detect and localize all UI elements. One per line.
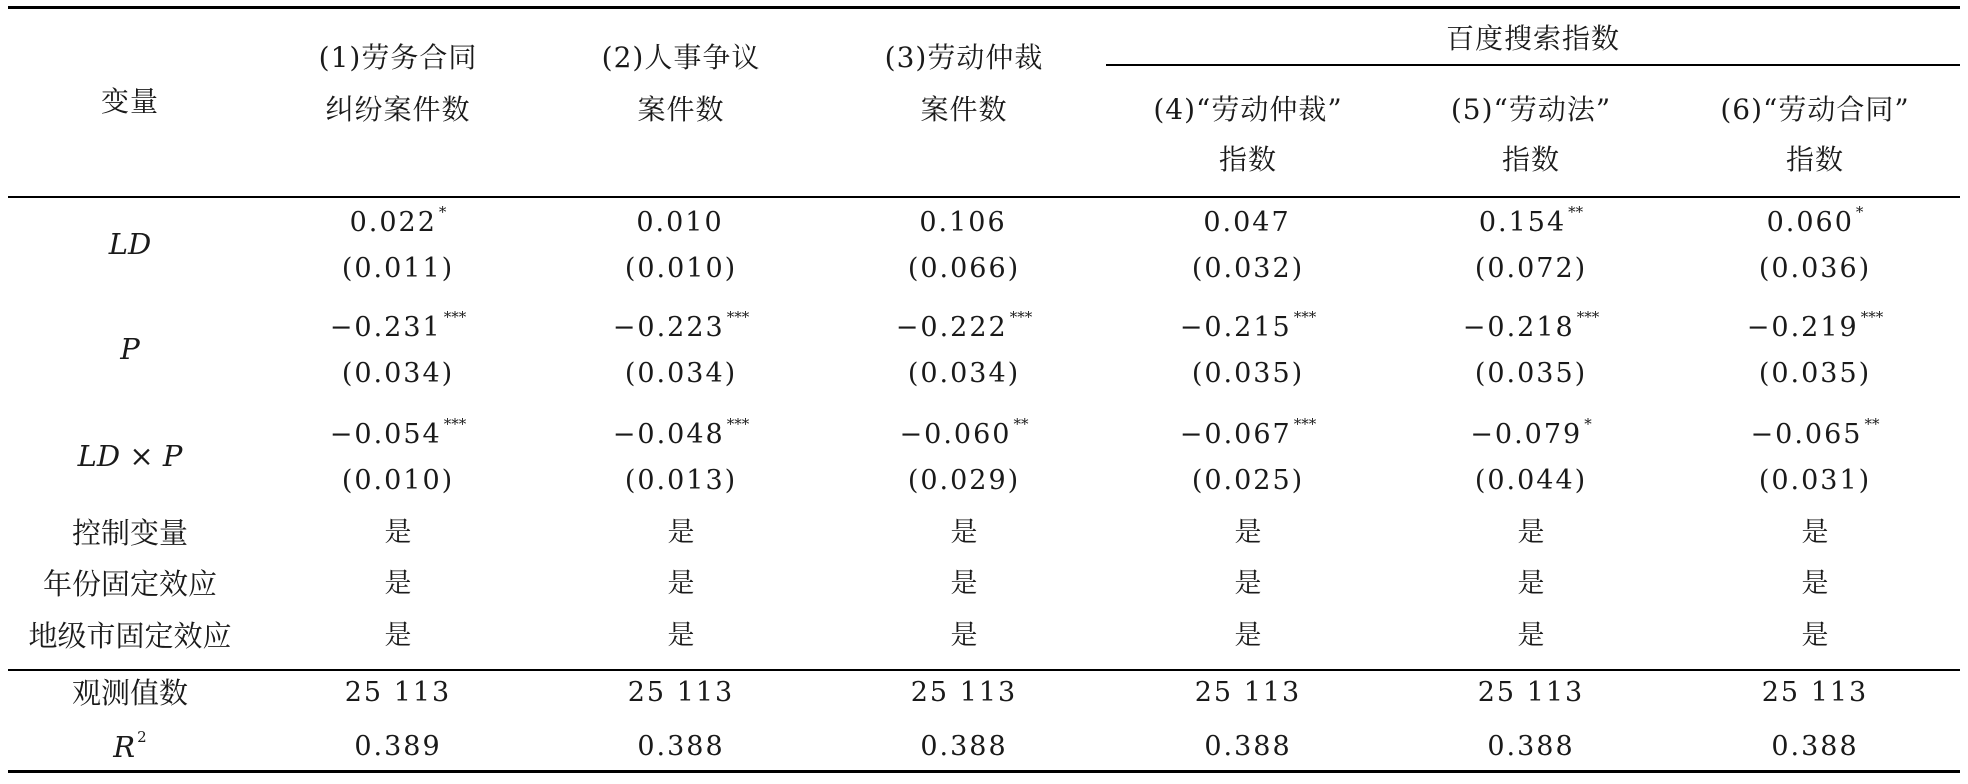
control-cell: 是: [950, 568, 978, 599]
std-error-cell: (0.034): [907, 358, 1021, 389]
coef-value: −0.222: [895, 312, 1008, 343]
significance-stars: *: [1584, 415, 1592, 433]
coef-value: −0.060: [899, 419, 1012, 450]
coef-cell: [1108, 308, 1388, 345]
col-header-5-line-2: (5)“劳动法”: [1450, 93, 1612, 126]
significance-stars: **: [1568, 203, 1584, 221]
stat-cell: 25 113: [627, 677, 735, 708]
coef-value: −0.231: [329, 312, 442, 343]
coef-value: 0.154: [1478, 207, 1567, 238]
stat-cell: 0.388: [1771, 731, 1859, 762]
coef-value: −0.223: [612, 312, 725, 343]
coef-value: 0.060: [1766, 207, 1854, 238]
col-header-1-line-1: (1)劳务合同: [318, 41, 478, 74]
coef-value: −0.048: [612, 419, 725, 450]
stat-cell: 25 113: [1761, 677, 1869, 708]
row-label-ld-x-p: LD × P: [77, 439, 183, 473]
stat-cell: 0.388: [1204, 731, 1292, 762]
std-error-cell: (0.034): [624, 358, 738, 389]
coef-value: −0.054: [329, 419, 442, 450]
control-cell: 是: [1517, 568, 1545, 599]
control-cell: 是: [1801, 620, 1829, 651]
coef-value: −0.065: [1750, 419, 1863, 450]
significance-stars: **: [1013, 415, 1029, 433]
coef-value: −0.215: [1179, 312, 1292, 343]
top-rule: [8, 6, 1960, 9]
row-label-ld: LD: [108, 227, 152, 261]
coef-cell: [824, 415, 1104, 452]
coef-cell: [1391, 415, 1671, 452]
col-header-2-line-1: (2)人事争议: [601, 41, 761, 74]
std-error-cell: (0.036): [1758, 253, 1872, 284]
coef-cell: [258, 308, 538, 345]
std-error-cell: (0.025): [1191, 465, 1305, 496]
coef-cell: [824, 206, 1104, 240]
control-cell: 是: [1517, 620, 1545, 651]
coef-cell: [1391, 308, 1671, 345]
control-cell: 是: [1801, 517, 1829, 548]
std-error-cell: (0.072): [1474, 253, 1588, 284]
std-error-cell: (0.035): [1758, 358, 1872, 389]
coef-cell: [1675, 415, 1955, 452]
significance-stars: ***: [1293, 308, 1317, 326]
std-error-cell: (0.010): [624, 253, 738, 284]
coef-cell: [541, 206, 821, 240]
col-header-4-line-2: (4)“劳动仲裁”: [1153, 93, 1343, 126]
coef-cell: [1391, 203, 1671, 240]
std-error-cell: (0.035): [1474, 358, 1588, 389]
std-error-cell: (0.035): [1191, 358, 1305, 389]
header-variable: 变量: [100, 85, 159, 118]
significance-stars: ***: [1576, 308, 1600, 326]
stats-rule: [8, 669, 1960, 671]
significance-stars: ***: [726, 415, 750, 433]
row-label-control-3: 地级市固定效应: [28, 619, 232, 653]
coef-value: −0.067: [1179, 419, 1292, 450]
control-cell: 是: [667, 568, 695, 599]
bottom-rule: [8, 770, 1960, 773]
col-header-4-line-3: 指数: [1218, 143, 1277, 176]
header-group-baidu-index: 百度搜索指数: [1445, 22, 1620, 55]
row-label-r-squared: R $^2$: [113, 728, 147, 764]
col-header-1-line-2: 纠纷案件数: [325, 93, 471, 126]
control-cell: 是: [384, 620, 412, 651]
control-cell: 是: [950, 620, 978, 651]
col-header-3-line-1: (3)劳动仲裁: [884, 41, 1044, 74]
control-cell: 是: [1517, 517, 1545, 548]
coef-value: −0.218: [1462, 312, 1575, 343]
col-header-6-line-2: (6)“劳动合同”: [1720, 93, 1910, 126]
std-error-cell: (0.031): [1758, 465, 1872, 496]
stat-cell: 0.389: [354, 731, 442, 762]
col-header-3-line-2: 案件数: [920, 93, 1008, 126]
significance-stars: ***: [1860, 308, 1884, 326]
col-header-2-line-2: 案件数: [637, 93, 725, 126]
control-cell: 是: [1234, 568, 1262, 599]
coef-value: 0.106: [919, 207, 1007, 238]
control-cell: 是: [384, 568, 412, 599]
coef-cell: [258, 203, 538, 240]
group-rule: [1106, 64, 1960, 66]
header-rule: [8, 196, 1960, 198]
std-error-cell: (0.032): [1191, 253, 1305, 284]
stat-cell: 0.388: [1487, 731, 1575, 762]
coef-cell: [1108, 206, 1388, 240]
row-label-p: P: [120, 332, 140, 366]
stat-cell: 25 113: [910, 677, 1018, 708]
col-header-5-line-3: 指数: [1501, 143, 1560, 176]
control-cell: 是: [667, 620, 695, 651]
coef-value: 0.010: [636, 207, 724, 238]
std-error-cell: (0.013): [624, 465, 738, 496]
coef-value: −0.079: [1470, 419, 1583, 450]
coef-cell: [1675, 203, 1955, 240]
coef-cell: [541, 415, 821, 452]
stat-cell: 25 113: [1194, 677, 1302, 708]
significance-stars: ***: [443, 415, 467, 433]
std-error-cell: (0.011): [341, 253, 455, 284]
coef-cell: [1108, 415, 1388, 452]
std-error-cell: (0.044): [1474, 465, 1588, 496]
coef-cell: [824, 308, 1104, 345]
significance-stars: *: [438, 203, 447, 221]
coef-cell: [258, 415, 538, 452]
significance-stars: ***: [726, 308, 750, 326]
control-cell: 是: [1234, 620, 1262, 651]
coef-cell: [1675, 308, 1955, 345]
control-cell: 是: [1801, 568, 1829, 599]
stat-cell: 0.388: [920, 731, 1008, 762]
coef-value: 0.047: [1203, 207, 1291, 238]
significance-stars: *: [1855, 203, 1864, 221]
stat-cell: 0.388: [637, 731, 725, 762]
std-error-cell: (0.034): [341, 358, 455, 389]
significance-stars: ***: [1009, 308, 1033, 326]
std-error-cell: (0.010): [341, 465, 455, 496]
col-header-6-line-3: 指数: [1785, 143, 1844, 176]
significance-stars: ***: [1293, 415, 1317, 433]
stat-cell: 25 113: [1477, 677, 1585, 708]
std-error-cell: (0.066): [907, 253, 1021, 284]
row-label-observations: 观测值数: [71, 676, 188, 710]
significance-stars: ***: [443, 308, 467, 326]
coef-cell: [541, 308, 821, 345]
coef-value: 0.022: [349, 207, 437, 238]
stat-cell: 25 113: [344, 677, 452, 708]
control-cell: 是: [667, 517, 695, 548]
significance-stars: **: [1864, 415, 1880, 433]
std-error-cell: (0.029): [907, 465, 1021, 496]
row-label-control-2: 年份固定效应: [42, 567, 217, 601]
row-label-control-1: 控制变量: [71, 516, 188, 550]
control-cell: 是: [1234, 517, 1262, 548]
control-cell: 是: [950, 517, 978, 548]
control-cell: 是: [384, 517, 412, 548]
coef-value: −0.219: [1746, 312, 1859, 343]
